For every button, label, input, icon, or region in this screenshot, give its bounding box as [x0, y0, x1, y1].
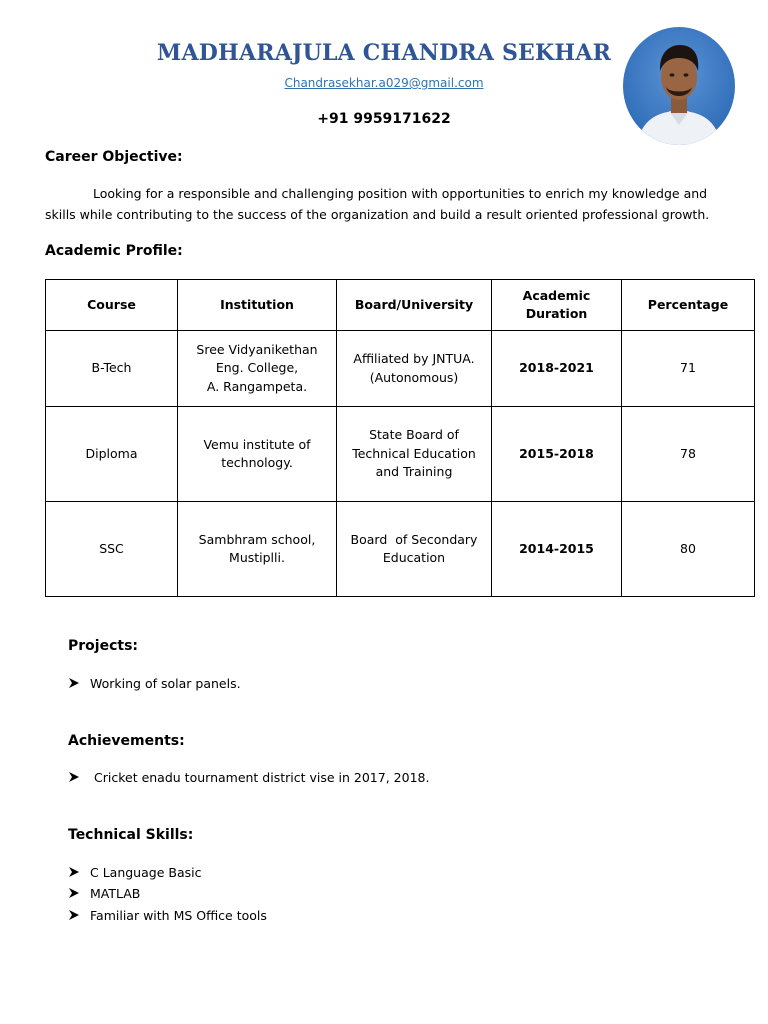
cell-duration: 2018-2021 — [492, 331, 622, 407]
cell-line: and Training — [375, 464, 453, 480]
cell-line: Education — [382, 550, 446, 565]
cell-course: B-Tech — [46, 331, 178, 407]
cell-line: technology. — [221, 455, 293, 470]
projects-heading: Projects: — [68, 638, 138, 654]
cell-institution — [178, 407, 337, 502]
email-link[interactable]: Chandrasekhar.a029@gmail.com — [284, 76, 484, 90]
candidate-name: MADHARAJULA CHANDRA SEKHAR — [156, 40, 612, 66]
column-header-institution: Institution — [178, 280, 337, 331]
phone-number: +91 9959171622 — [317, 111, 451, 127]
cell-line: A. Rangampeta. — [206, 378, 308, 394]
project-item: Working of solar panels. — [90, 676, 241, 691]
cell-institution — [178, 331, 337, 407]
academic-profile-table — [45, 279, 755, 597]
academic-profile-heading: Academic Profile: — [45, 243, 183, 259]
cell-duration: 2014-2015 — [492, 502, 622, 597]
arrowhead-bullet-icon — [68, 887, 80, 902]
cell-line: Eng. College, — [215, 360, 299, 376]
cell-board — [337, 502, 492, 597]
achievements-heading: Achievements: — [68, 733, 185, 749]
cell-institution — [178, 502, 337, 597]
table-row — [46, 331, 755, 407]
column-header-percentage: Percentage — [622, 280, 755, 331]
cell-percentage: 78 — [622, 407, 755, 502]
cell-duration: 2015-2018 — [492, 407, 622, 502]
cell-line: Mustiplli. — [229, 550, 285, 565]
arrowhead-bullet-icon — [68, 866, 80, 881]
cell-line: Board of Secondary — [350, 531, 478, 547]
cell-line: State Board of — [369, 427, 459, 443]
skill-item: MATLAB — [90, 886, 141, 901]
table-header-row — [46, 280, 755, 331]
cell-line: Affiliated by JNTUA. — [353, 351, 475, 366]
column-header-course: Course — [46, 280, 178, 331]
skill-item: Familiar with MS Office tools — [90, 908, 267, 923]
cell-board — [337, 407, 492, 502]
achievement-item: Cricket enadu tournament district vise in 2017, 2018. — [94, 770, 430, 785]
career-objective-line-1: Looking for a responsible and challenging position with opportunities to enrich my knowledge and — [93, 186, 708, 201]
skill-item: C Language Basic — [90, 865, 202, 880]
technical-skills-heading: Technical Skills: — [68, 827, 194, 843]
column-header-board: Board/University — [337, 280, 492, 331]
profile-photo — [623, 27, 735, 145]
cell-course: SSC — [46, 502, 178, 597]
arrowhead-bullet-icon — [68, 909, 80, 924]
arrowhead-bullet-icon — [68, 677, 80, 692]
cell-course: Diploma — [46, 407, 178, 502]
arrowhead-bullet-icon — [68, 771, 80, 786]
cell-percentage: 80 — [622, 502, 755, 597]
table-row — [46, 407, 755, 502]
cell-line: Vemu institute of — [203, 436, 311, 452]
column-header-duration: Academic Duration — [492, 280, 622, 331]
cell-percentage: 71 — [622, 331, 755, 407]
career-objective-heading: Career Objective: — [45, 149, 183, 165]
cell-line: Sambhram school, — [198, 531, 316, 547]
cell-line: Technical Education — [352, 445, 476, 461]
career-objective-line-2: skills while contributing to the success of the organization and build a result oriented professional growth. — [45, 207, 710, 222]
cell-board — [337, 331, 492, 407]
table-row — [46, 502, 755, 597]
cell-line: (Autonomous) — [369, 369, 459, 385]
cell-line: Sree Vidyanikethan — [196, 341, 318, 357]
